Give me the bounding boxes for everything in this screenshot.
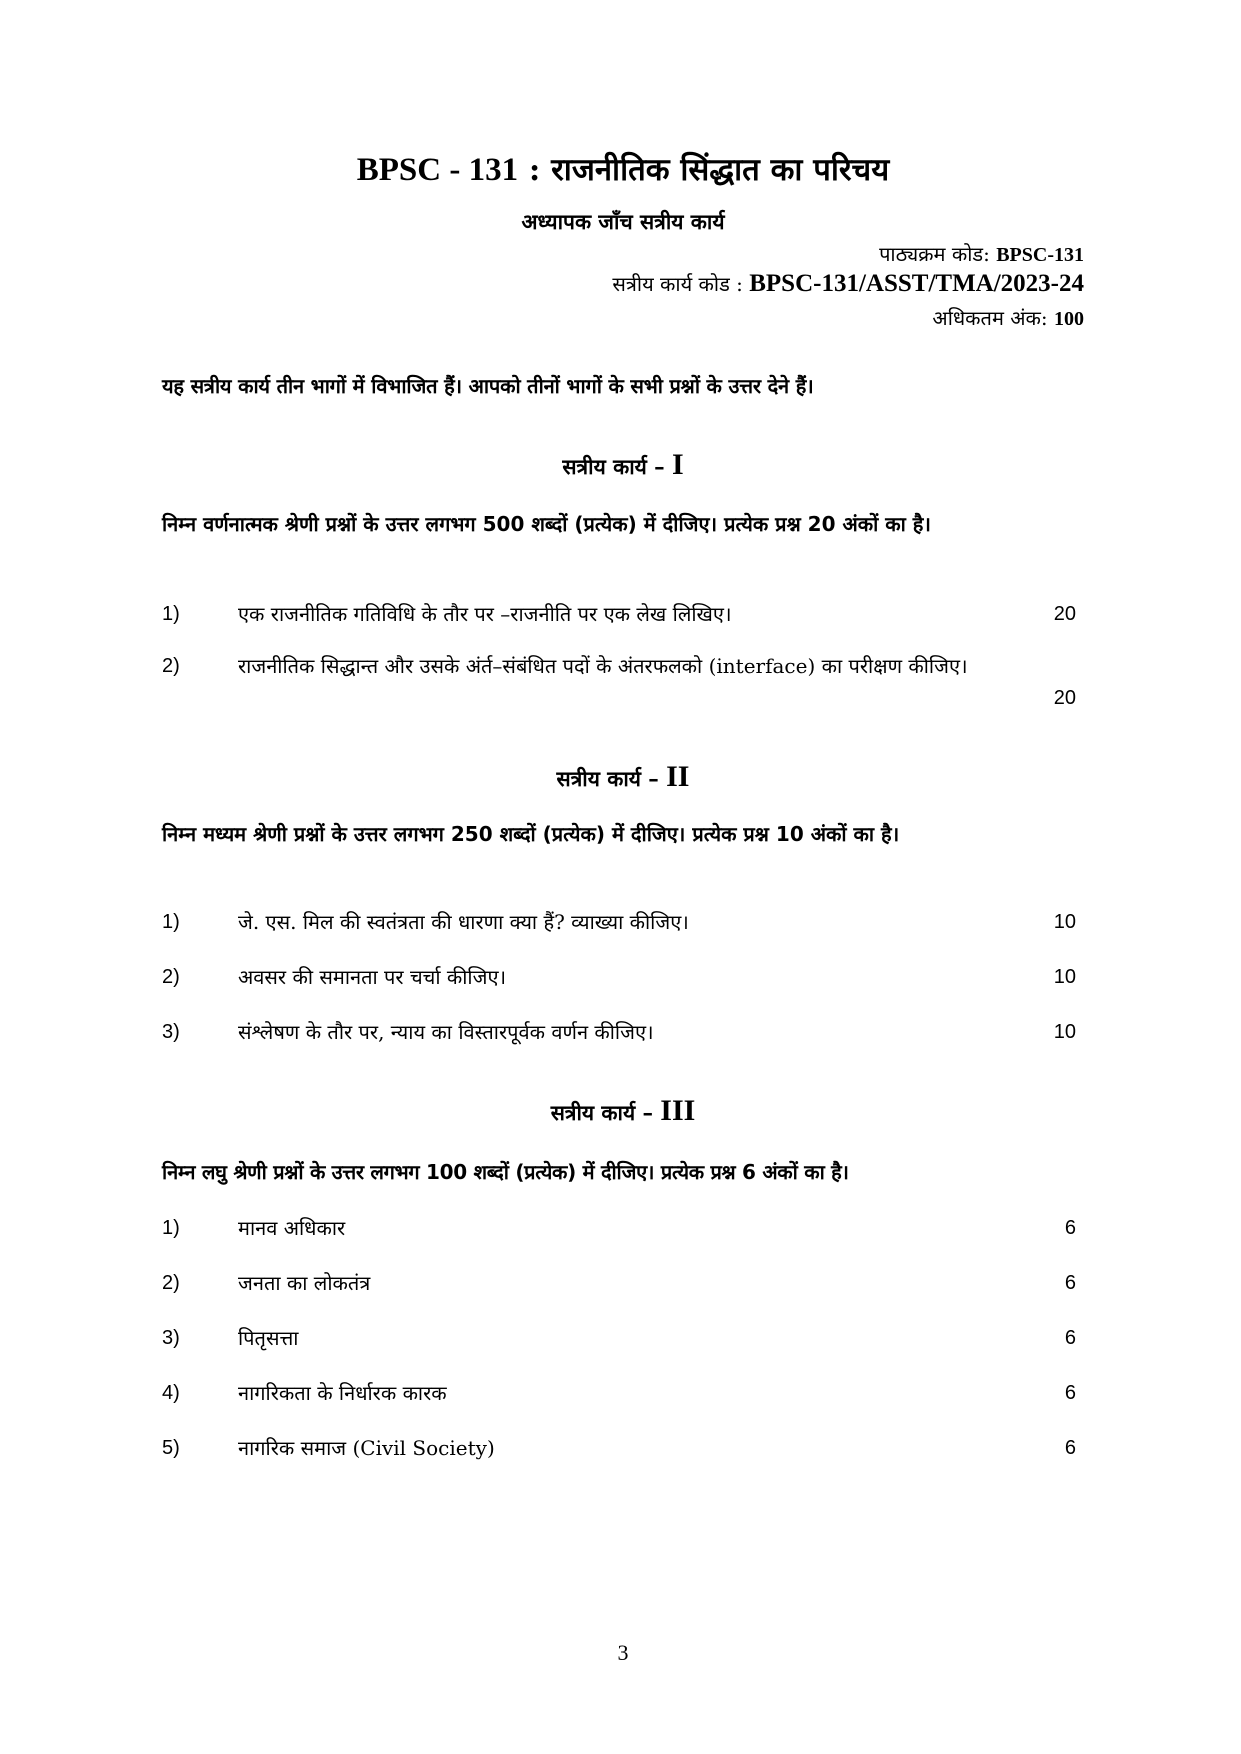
question-text: अवसर की समानता पर चर्चा कीजिए। bbox=[238, 965, 507, 989]
max-marks-line bbox=[932, 304, 1084, 331]
question-text: राजनीतिक सिद्धान्त और उसके अंर्त–संबंधित पदों के अंतरफलको (interface) का परीक्षण कीजिए। bbox=[238, 654, 968, 678]
question-text: नागरिक समाज (Civil Society) bbox=[238, 1436, 495, 1460]
question-marks: 6 bbox=[1064, 1382, 1076, 1404]
section-heading-roman: III bbox=[660, 1094, 696, 1127]
question-text: पितृसत्ता bbox=[238, 1326, 299, 1350]
assignment-code-line bbox=[612, 270, 1084, 298]
question-marks: 20 bbox=[1053, 603, 1076, 625]
section-heading-roman: II bbox=[666, 760, 690, 793]
question-marks: 6 bbox=[1064, 1437, 1076, 1459]
question-marks: 6 bbox=[1064, 1327, 1076, 1349]
title-text: राजनीतिक सिंद्धात का परिचय bbox=[551, 152, 890, 188]
question-number: 3) bbox=[162, 1327, 180, 1349]
question-marks: 10 bbox=[1053, 1021, 1076, 1043]
question-number: 4) bbox=[162, 1382, 180, 1404]
question-text: मानव अधिकार bbox=[238, 1216, 346, 1240]
section-heading bbox=[162, 448, 1084, 482]
section-heading-text: सत्रीय कार्य – bbox=[556, 766, 667, 791]
question-marks: 6 bbox=[1064, 1272, 1076, 1294]
page-title bbox=[162, 148, 1084, 190]
subtitle: अध्यापक जाँच सत्रीय कार्य bbox=[521, 209, 725, 234]
question-text: संश्लेषण के तौर पर, न्याय का विस्तारपूर्वक वर्णन कीजिए। bbox=[238, 1020, 654, 1044]
question-text: एक राजनीतिक गतिविधि के तौर पर –राजनीति पर एक लेख लिखिए। bbox=[238, 602, 732, 626]
title-code: BPSC - 131 bbox=[356, 152, 519, 188]
section-instruction: निम्न मध्यम श्रेणी प्रश्नों के उत्तर लगभग 250 शब्दों (प्रत्येक) में दीजिए। प्रत्येक प्रश्न 10 अंकों का है। bbox=[162, 822, 900, 846]
section-instruction: निम्न वर्णनात्मक श्रेणी प्रश्नों के उत्तर लगभग 500 शब्दों (प्रत्येक) में दीजिए। प्रत्येक प्रश्न 20 अंकों का है। bbox=[162, 512, 931, 536]
question-number: 5) bbox=[162, 1437, 180, 1459]
assignment-code-label: सत्रीय कार्य कोड : bbox=[612, 272, 750, 296]
course-code-line bbox=[879, 240, 1084, 267]
document-page bbox=[162, 0, 1084, 1754]
title-separator: : bbox=[518, 152, 552, 188]
assignment-code-value: BPSC-131/ASST/TMA/2023-24 bbox=[749, 270, 1084, 297]
question-number: 1) bbox=[162, 603, 180, 625]
question-text: जनता का लोकतंत्र bbox=[238, 1271, 371, 1295]
question-number: 1) bbox=[162, 911, 180, 933]
section-heading bbox=[162, 760, 1084, 794]
max-marks-value: 100 bbox=[1054, 308, 1084, 330]
question-text: जे. एस. मिल की स्वतंत्रता की धारणा क्या हैं? व्याख्या कीजिए। bbox=[238, 910, 689, 934]
section-heading-text: सत्रीय कार्य – bbox=[550, 1100, 661, 1125]
section-heading-roman: I bbox=[671, 448, 684, 481]
course-code-value: BPSC-131 bbox=[996, 244, 1084, 266]
question-number: 1) bbox=[162, 1217, 180, 1239]
question-number: 2) bbox=[162, 966, 180, 988]
question-marks: 10 bbox=[1053, 966, 1076, 988]
question-marks: 20 bbox=[1053, 687, 1076, 709]
course-code-label: पाठ्यक्रम कोड: bbox=[879, 242, 997, 266]
question-marks: 6 bbox=[1064, 1217, 1076, 1239]
max-marks-label: अधिकतम अंक: bbox=[932, 306, 1054, 330]
question-number: 3) bbox=[162, 1021, 180, 1043]
section-heading bbox=[162, 1094, 1084, 1128]
question-text: नागरिकता के निर्धारक कारक bbox=[238, 1381, 447, 1405]
section-heading-text: सत्रीय कार्य – bbox=[562, 454, 672, 479]
section-instruction: निम्न लघु श्रेणी प्रश्नों के उत्तर लगभग 100 शब्दों (प्रत्येक) में दीजिए। प्रत्येक प्रश्न 6 अंकों का है। bbox=[162, 1160, 849, 1184]
question-marks: 10 bbox=[1053, 911, 1076, 933]
question-number: 2) bbox=[162, 655, 180, 677]
question-number: 2) bbox=[162, 1272, 180, 1294]
intro-text: यह सत्रीय कार्य तीन भागों में विभाजित हैं। आपको तीनों भागों के सभी प्रश्नों के उत्तर देने हैं। bbox=[162, 374, 814, 398]
page-number: 3 bbox=[617, 1640, 629, 1665]
